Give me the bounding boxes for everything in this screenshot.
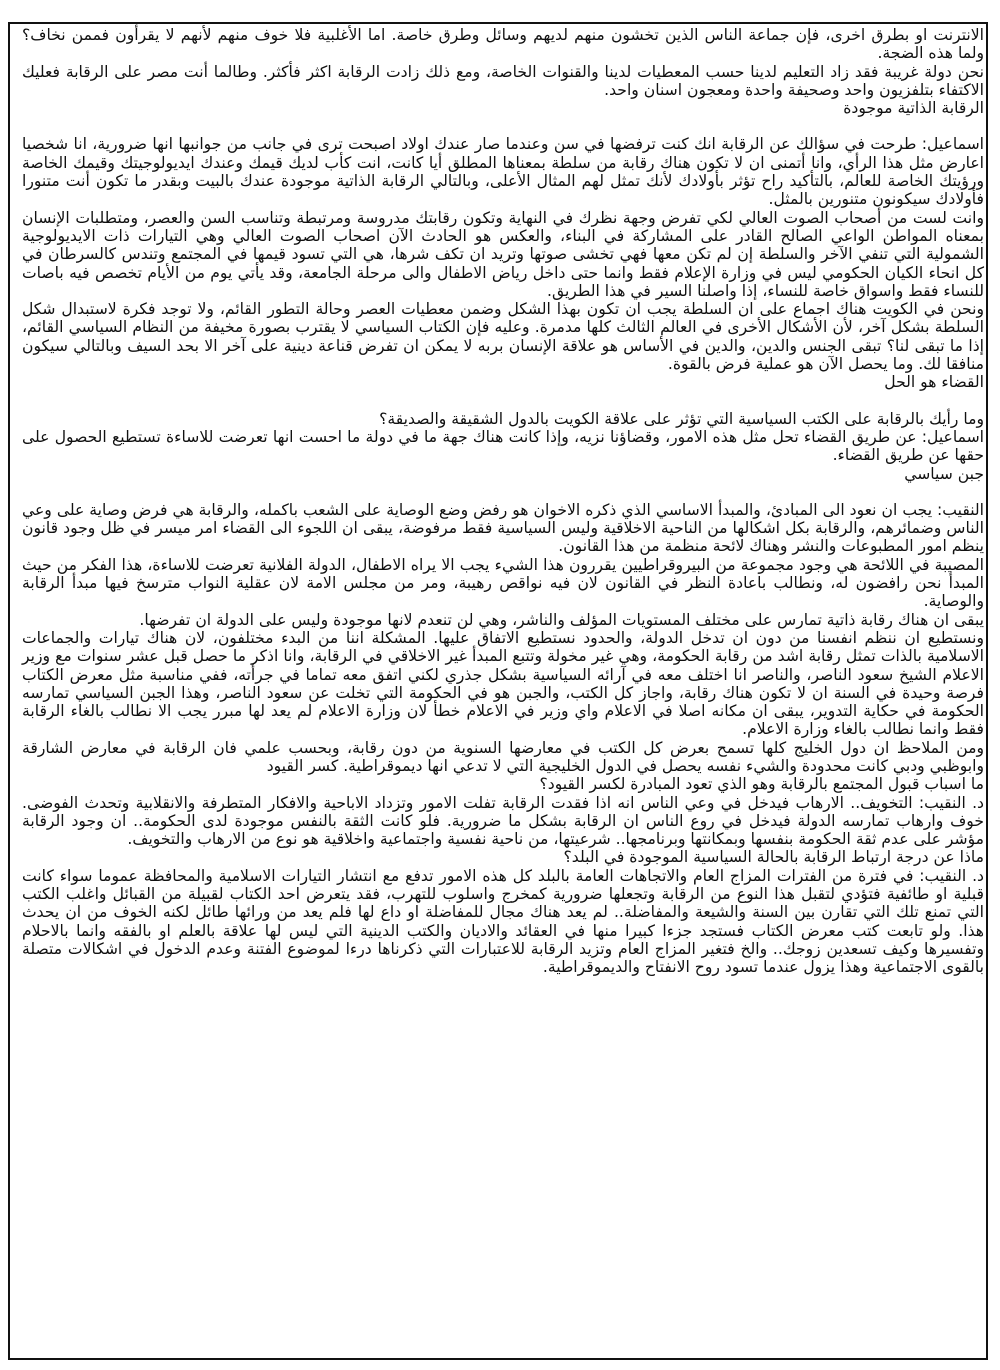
paragraph: اسماعيل: طرحت في سؤالك عن الرقابة انك كنت ترفضها في سن وعندما صار عندك اولاد اصبحت ترى في جانب من جوانبها انها ضرورية، انا شخصيا اعارض مثل هذا الرأي، وانا أتمنى ان لا تكون هناك رقابة من سلطة بمعناها المطلق أيا كانت، انت كأب لديك قيمك وعندك ايديولوجيتك وقيمك الخاصة ورؤيتك الخاصة للعالم، بالتأكيد راح تؤثر بأولادك لأنك تمثل لهم المثال الأعلى، وبالتالي الرقابة الذاتية موجودة عندك بالبيت وبقدر ما تكون أنت متنورا فأولادك سيكونون متنورين بالمثل. (22, 135, 984, 209)
paragraph: د. النقيب: التخويف.. الارهاب فيدخل في وعي الناس انه اذا فقدت الرقابة تفلت الامور وتزداد الاباحية والافكار المتطرفة والانقلابية وتحدث الفوضى. خوف وارهاب تمارسه الدولة فيدخل في روع الناس ان الرقابة بشكل ما ضرورية. فلو كانت الثقة بالنفس موجودة لدى الحكومة.. ان وجود الرقابة مؤشر على عدم ثقة الحكومة بنفسها وبمكانتها وبرنامجها.. شرعيتها، من ناحية نفسية واجتماعية واخلاقية هو نوع من الارهاب والتخويف. (22, 793, 984, 849)
paragraph: الانترنت او بطرق اخرى، فإن جماعة الناس الذين تخشون منهم لديهم وسائل وطرق خاصة. اما الأغلبية فلا خوف منهم لأنهم لا يقرأون فممن نخاف؟ ولما هذه الضجة. (22, 26, 984, 63)
paragraph: اسماعيل: عن طريق القضاء تحل مثل هذه الامور، وقضاؤنا نزيه، وإذا كانت هناك جهة ما في دولة ما احست انها تعرضت للاساءة تستطيع الحصول على حقها عن طريق القضاء. (22, 427, 984, 465)
question: وما رأيك بالرقابة على الكتب السياسية التي تؤثر على علاقة الكويت بالدول الشقيقة والصديقة؟ (379, 409, 984, 428)
question: ما اسباب قبول المجتمع بالرقابة وهو الذي تعود المبادرة لكسر القيود؟ (539, 775, 984, 794)
paragraph: يبقى ان هناك رقابة ذاتية تمارس على مختلف المستويات المؤلف والناشر، وهي لن تنعدم لانها موجودة وليس على الدولة ان تفرضها. (139, 610, 984, 629)
question: ماذا عن درجة ارتباط الرقابة بالحالة السياسية الموجودة في البلد؟ (563, 848, 984, 867)
paragraph: النقيب: يجب ان نعود الى المبادئ، والمبدأ الاساسي الذي ذكره الاخوان هو رفض وضع الوصاية على الشعب باكمله، والرقابة هي فرض وصاية على وعي الناس وضمائرهم، والرقابة بكل اشكالها من الناحية الاخلاقية وليس السياسية فقط مرفوضة، يبقى ان اللجوء الى القضاء امر ميسر في ظل وجود قانون ينظم امور المطبوعات والنشر وهناك لائحة منظمة من هذا القانون. (22, 500, 984, 556)
paragraph: ومن الملاحظ ان دول الخليج كلها تسمح بعرض كل الكتب في معارضها السنوية من دون رقابة، وبحسب علمي فان الرقابة في معارض الشارقة وابوظبي ودبي كانت محدودة والشيء نفسه يحصل في الدول الخليجية التي لا تدعي انها ديموقراطية. كسر القيود (22, 738, 984, 775)
paragraph: وانت لست من أصحاب الصوت العالي لكي تفرض وجهة نظرك في النهاية وتكون رقابتك مدروسة ومرتبطة وتناسب السن والعصر، ومتطلبات الإنسان بمعناه المواطن الواعي الصالح القادر على المشاركة في البناء، والعكس هو الحادث الآن اصحاب الصوت العالي وهي التيارات ذات الايديولوجية الشمولية التي تنفي الآخر والسلطة إن لم تكن معها فهي تخشى صوتها وتريد ان تكف شرها، هي التي تسود قيمها في المجتمع وتندس كالسرطان في كل انحاء الكيان الحكومي ليس في وزارة الإعلام فقط وانما حتى داخل رياض الاطفال والى مرحلة الجامعة، وقد يأتي يوم من الأيام تخصص فيه باصات للنساء فقط واسواق خاصة للنساء، إذا واصلنا السير في هذا الطريق. (22, 208, 984, 300)
paragraph: د. النقيب: في فترة من الفترات المزاج العام والاتجاهات العامة بالبلد كل هذه الامور تدفع مع انتشار التيارات الاسلامية والمحافظة عموما سواء كانت قبلية او طائفية فتؤدي لتقبل هذا النوع من الرقابة وتجعلها ضرورية كمخرج واسلوب للتهرب، فقد يتعرض احد الكتاب لقبيلة من القبائل واغلب الكتب التي تمنع تلك التي تقارن بين السنة والشيعة والمفاضلة.. لم يعد هناك مجال للمفاضلة او داع لها فلم يعد من ورائها طائل لكنه الخوف من ان يحدث هذا. ولو تابعت كتب معرض الكتاب فستجد جزءا كبيرا منها في العقائد والاديان والكتب الدينية التي ليس لها علاقة بالعلم او بالفقه وانما بالاحلام وتفسيرها وكيف تسعدين زوجك.. والخ فتغير المزاج العام وتزيد الرقابة للاعتبارات التي ذكرناها درءا لموضوع الفتنة وعدم الدخول في اشكالات متصلة بالقوى الاجتماعية وهذا يزول عندما تسود روح الانفتاح والديموقراطية. (22, 866, 984, 977)
section-heading: القضاء هو الحل (884, 373, 984, 392)
section-heading: الرقابة الذاتية موجودة (843, 99, 984, 118)
paragraph: نحن دولة غريبة فقد زاد التعليم لدينا حسب المعطيات لدينا والقنوات الخاصة، ومع ذلك زادت الرقابة اكثر فأكثر. وطالما أنت مصر على الرقابة فعليك الاكتفاء بتلفزيون واحد وصحيفة واحدة ومعجون اسنان واحد. (22, 62, 984, 99)
paragraph: ونحن في الكويت هناك اجماع على ان السلطة يجب ان تكون بهذا الشكل وضمن معطيات العصر وحالة التطور القائم، ولا توجد فكرة لاستبدال شكل السلطة بشكل آخر، لأن الأشكال الأخرى في العالم الثالث كلها مدمرة. وعليه فإن الكتاب السياسي لا يقترب بصورة مخيفة من النظام السياسي القائم، إذا ما تبقى لنا؟ تبقى الجنس والدين، والدين في الأساس هو علاقة الإنسان بربه لا يمكن ان تفرض قناعة دينية على آخر الا بحد السيف وبالتالي سيكون منافقا لك. وما يحصل الآن هو عملية فرض بالقوة. (22, 300, 984, 374)
paragraph: ونستطيع ان ننظم انفسنا من دون ان تدخل الدولة، والحدود نستطيع الاتفاق عليها. المشكلة اننا من البدء مختلفون، لان هناك تيارات والجماعات الاسلامية بالذات تمثل رقابة اشد من رقابة الحكومة، وهي غير مخولة وتتبع المبدأ غير الاخلاقي في الرقابة، وانا اذكر ما حصل قبل عشر سنوات مع وزير الاعلام الشيخ سعود الناصر، والناصر انا اختلف معه في آرائه السياسية بشكل جذري لكني اتفق معه تماما في جرأته، ففي مناسبة مثل معرض الكتاب فرصة وحيدة في السنة ان لا تكون هناك رقابة، واجاز كل الكتب، والجبن هو في الحكومة التي تخلت عن سعود الناصر، وهذا الجبن السياسي تمارسه الحكومة في حكاية التدوير، يبقى ان مكانه اصلا في الاعلام واي وزير في الاعلام خطأ لان وزارة الاعلام لم يعد لها مبرر يجب الا نطالب بالغاء الرقابة فقط وانما نطالب بالغاء وزارة الاعلام. (22, 628, 984, 739)
paragraph: المصيبة في اللائحة هي وجود مجموعة من البيروقراطيين يقررون هذا الشيء يجب الا يراه الاطفال، الدولة الفلانية تعرضت للاساءة، هذا الفكر من حيث المبدأ نحن رافضون له، ونطالب باعادة النظر في القانون لان فيه نواقص رهيبة، ومر من مجلس الامة لان عقلية النواب مترسخ فيها مبدأ الرقابة والوصاية. (22, 555, 984, 611)
section-heading: جبن سياسي (904, 464, 984, 483)
article-body (22, 26, 984, 977)
